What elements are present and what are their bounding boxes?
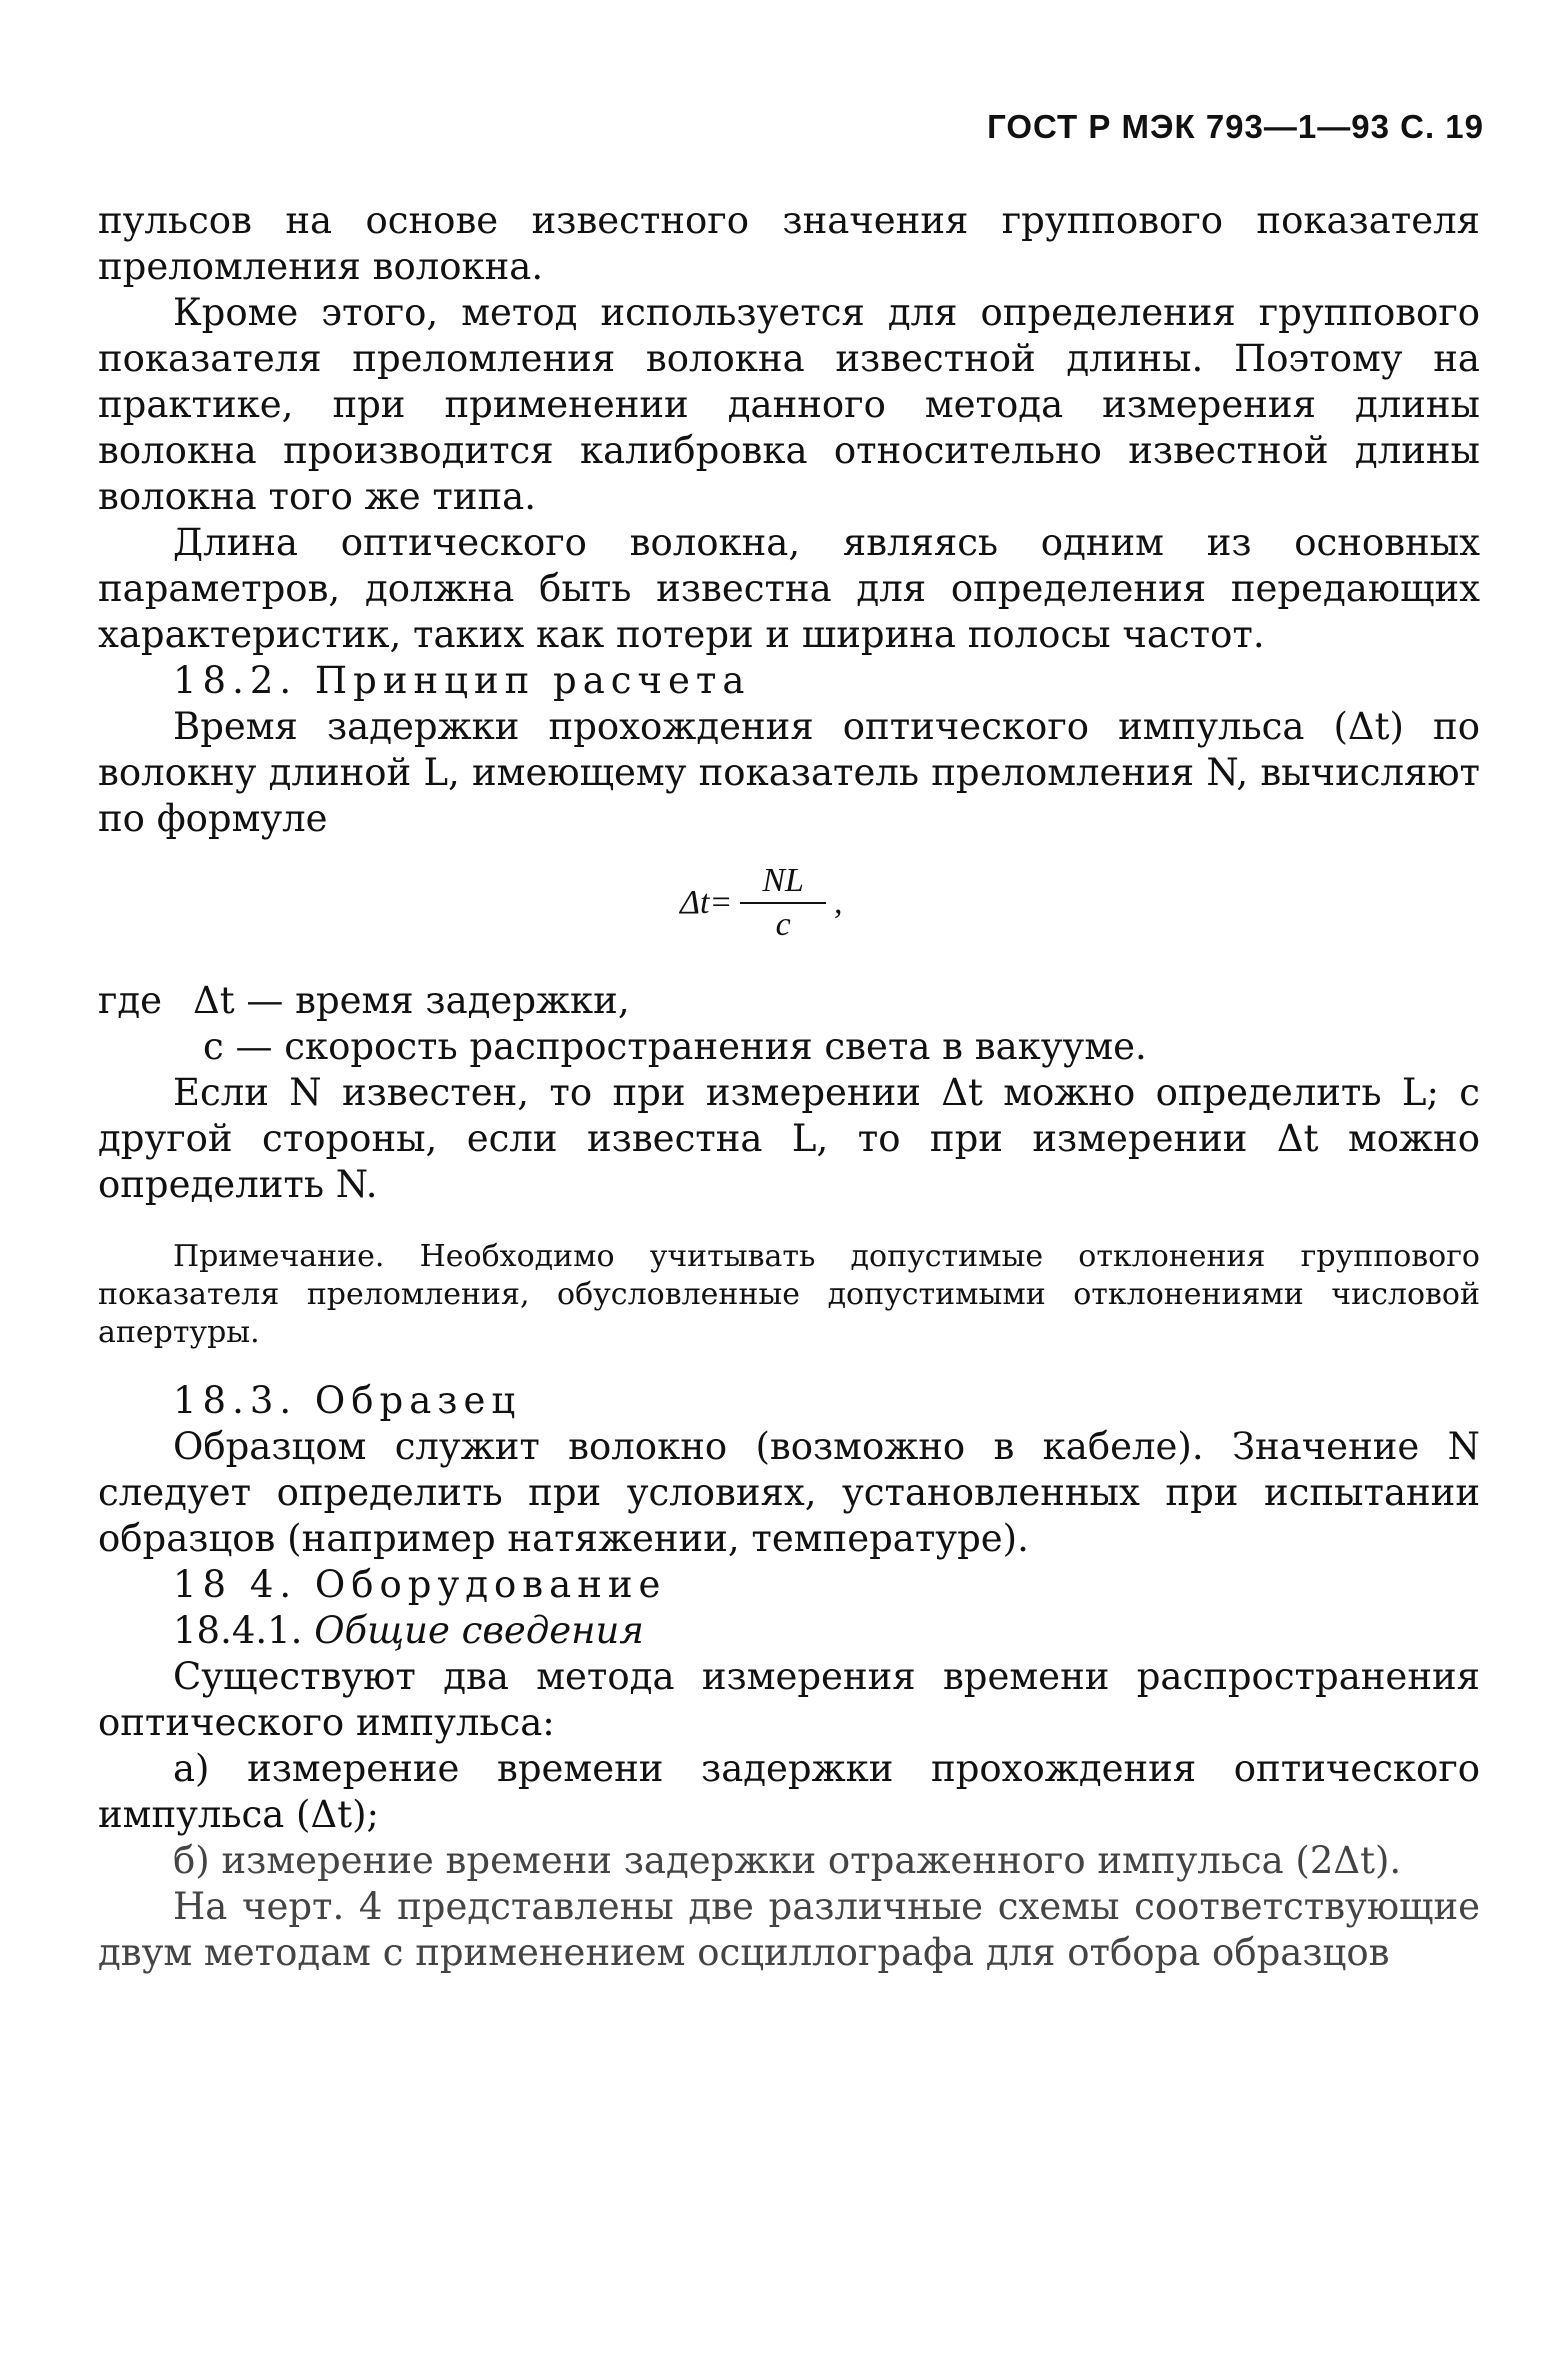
section-heading-18-4: 18 4. Оборудование (173, 1563, 667, 1606)
text-block-top (98, 198, 1480, 842)
where-row-1 (98, 978, 1480, 1024)
note-block (98, 1238, 1480, 1352)
formula-tail: , (833, 884, 843, 921)
text-block-where (98, 978, 1480, 1208)
where-label: где (98, 979, 163, 1022)
formula-lhs: Δt= (680, 884, 733, 921)
section-title-18-4-1: Общие сведения (314, 1609, 644, 1652)
formula-fraction (740, 862, 826, 944)
where-definition-c: c — скорость распространения света в вакууме. (203, 1025, 1147, 1068)
paragraph-figure-4: На черт. 4 представлены две различные схемы соответствующие двум методам с применением осциллографа для отбора образцов (98, 1885, 1480, 1974)
paragraph-fiber-length: Длина оптического волокна, являясь одним из основных параметров, должна быть известна для определения передающих характеристик, таких как потери и ширина полосы частот. (98, 521, 1480, 656)
section-heading-18-4-1 (98, 1608, 1480, 1654)
list-item-a: а) измерение времени задержки прохождения оптического импульса (Δt); (98, 1747, 1480, 1836)
paragraph-continuation: пульсов на основе известного значения группового показателя преломления волокна. (98, 199, 1480, 288)
note-text: Примечание. Необходимо учитывать допустимые отклонения группового показателя преломления, обусловленные допустимыми отклонениями числовой апертуры. (98, 1239, 1480, 1350)
section-heading-18-2: 18.2. Принцип расчета (173, 659, 751, 702)
section-number-18-4-1: 18.4.1. (173, 1609, 303, 1652)
formula-numerator: NL (740, 862, 826, 904)
list-item-b: б) измерение времени задержки отраженного импульса (2Δt). (173, 1839, 1402, 1882)
formula-denominator: c (775, 906, 791, 943)
paragraph-two-methods: Существуют два метода измерения времени распространения оптического импульса: (98, 1655, 1480, 1744)
paragraph-delay-time: Время задержки прохождения оптического импульса (Δt) по волокну длиной L, имеющему показатель преломления N, вычисляют по формуле (98, 705, 1480, 840)
page-header: ГОСТ Р МЭК 793—1—93 С. 19 (987, 108, 1484, 145)
where-definition-delta-t: Δt — время задержки, (193, 979, 630, 1022)
text-block-bottom (98, 1378, 1480, 1976)
paragraph-calibration: Кроме этого, метод используется для определения группового показателя преломления волокна известной длины. Поэтому на практике, при применении данного метода измерения длины волокна производится калибровка относительно известной длины волокна того же типа. (98, 291, 1480, 518)
paragraph-sample: Образцом служит волокно (возможно в кабеле). Значение N следует определить при условиях, установленных при испытании образцов (например натяжении, температуре). (98, 1425, 1480, 1560)
paragraph-if-n-known: Если N известен, то при измерении Δt можно определить L; с другой стороны, если известна L, то при измерении Δt можно определить N. (98, 1071, 1480, 1206)
formula-delay (680, 862, 842, 944)
section-heading-18-3: 18.3. Образец (173, 1379, 522, 1422)
